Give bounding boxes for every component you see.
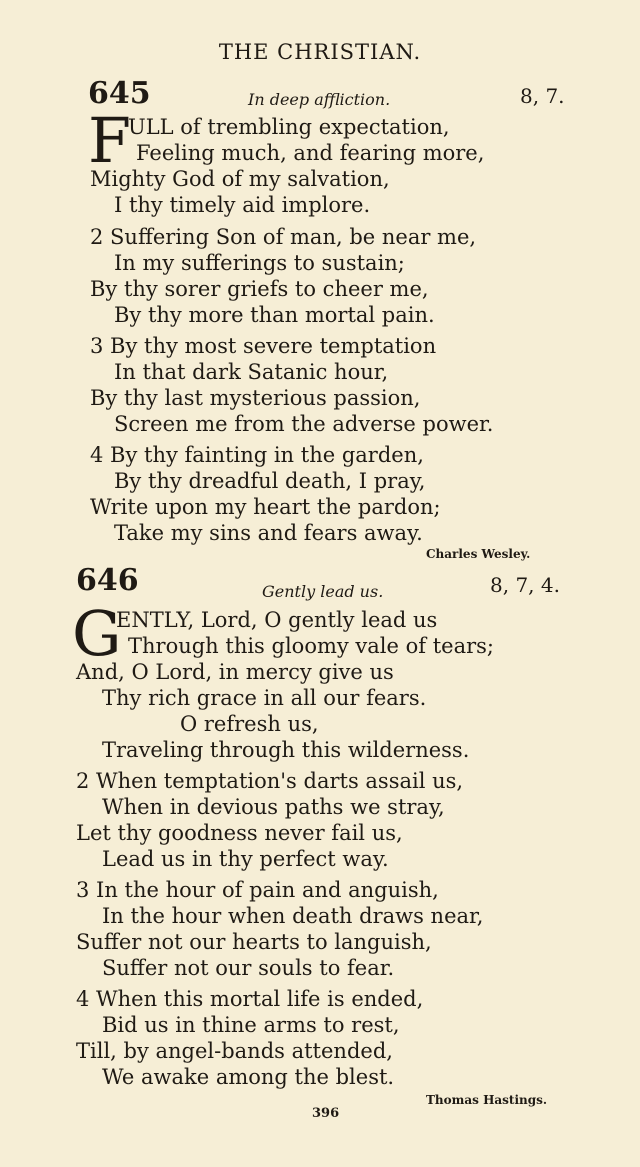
verse-line: 3 In the hour of pain and anguish, (76, 878, 439, 902)
verse-line: 4 When this mortal life is ended, (76, 987, 424, 1011)
verse-line: Mighty God of my salvation, (90, 167, 390, 191)
drop-cap: G (72, 597, 122, 670)
verse-line: 2 Suffering Son of man, be near me, (90, 225, 477, 249)
verse-line: Screen me from the adverse power. (114, 412, 494, 436)
verse-line: Feeling much, and fearing more, (136, 141, 485, 165)
verse-line: By thy last mysterious passion, (90, 386, 421, 410)
verse-line: By thy sorer griefs to cheer me, (90, 277, 429, 301)
verse-line: In that dark Satanic hour, (114, 360, 389, 384)
verse-line: Take my sins and fears away. (114, 521, 423, 545)
verse-line: ULL of trembling expectation, (128, 115, 450, 139)
verse-line: Thy rich grace in all our fears. (102, 686, 427, 710)
verse-line: 4 By thy fainting in the garden, (90, 443, 424, 467)
verse-line: When in devious paths we stray, (102, 795, 445, 819)
verse-line: In the hour when death draws near, (102, 904, 484, 928)
running-head: THE CHRISTIAN. (218, 40, 422, 64)
hymn-number: 645 (88, 76, 151, 111)
verse-line: Till, by angel-bands attended, (76, 1039, 393, 1063)
verse-line: ENTLY, Lord, O gently lead us (116, 608, 438, 632)
verse-line: Bid us in thine arms to rest, (102, 1013, 400, 1037)
hymn-author: Charles Wesley. (426, 547, 531, 561)
verse-line: O refresh us, (180, 712, 319, 736)
hymn-meter: 8, 7. (520, 84, 565, 108)
hymn-author: Thomas Hastings. (426, 1093, 548, 1107)
page-number: 396 (312, 1106, 340, 1121)
hymn-number: 646 (76, 563, 139, 598)
verse-line: In my sufferings to sustain; (114, 251, 405, 275)
verse-line: I thy timely aid implore. (114, 193, 371, 217)
verse-line: And, O Lord, in mercy give us (76, 660, 394, 684)
verse-line: By thy dreadful death, I pray, (114, 469, 426, 493)
verse-line: Suffer not our souls to fear. (102, 956, 395, 980)
verse-line: By thy more than mortal pain. (114, 303, 435, 327)
verse-line: 3 By thy most severe temptation (90, 334, 437, 358)
verse-line: Traveling through this wilderness. (102, 738, 470, 762)
verse-line: Suffer not our hearts to languish, (76, 930, 432, 954)
hymn-title: In deep affliction. (248, 90, 391, 109)
drop-cap: F (88, 104, 132, 177)
verse-line: Lead us in thy perfect way. (102, 847, 389, 871)
verse-line: Write upon my heart the pardon; (90, 495, 441, 519)
verse-line: We awake among the blest. (102, 1065, 395, 1089)
hymn-title: Gently lead us. (262, 582, 384, 601)
verse-line: 2 When temptation's darts assail us, (76, 769, 464, 793)
verse-line: Let thy goodness never fail us, (76, 821, 403, 845)
verse-line: Through this gloomy vale of tears; (128, 634, 494, 658)
hymn-meter: 8, 7, 4. (490, 573, 560, 597)
